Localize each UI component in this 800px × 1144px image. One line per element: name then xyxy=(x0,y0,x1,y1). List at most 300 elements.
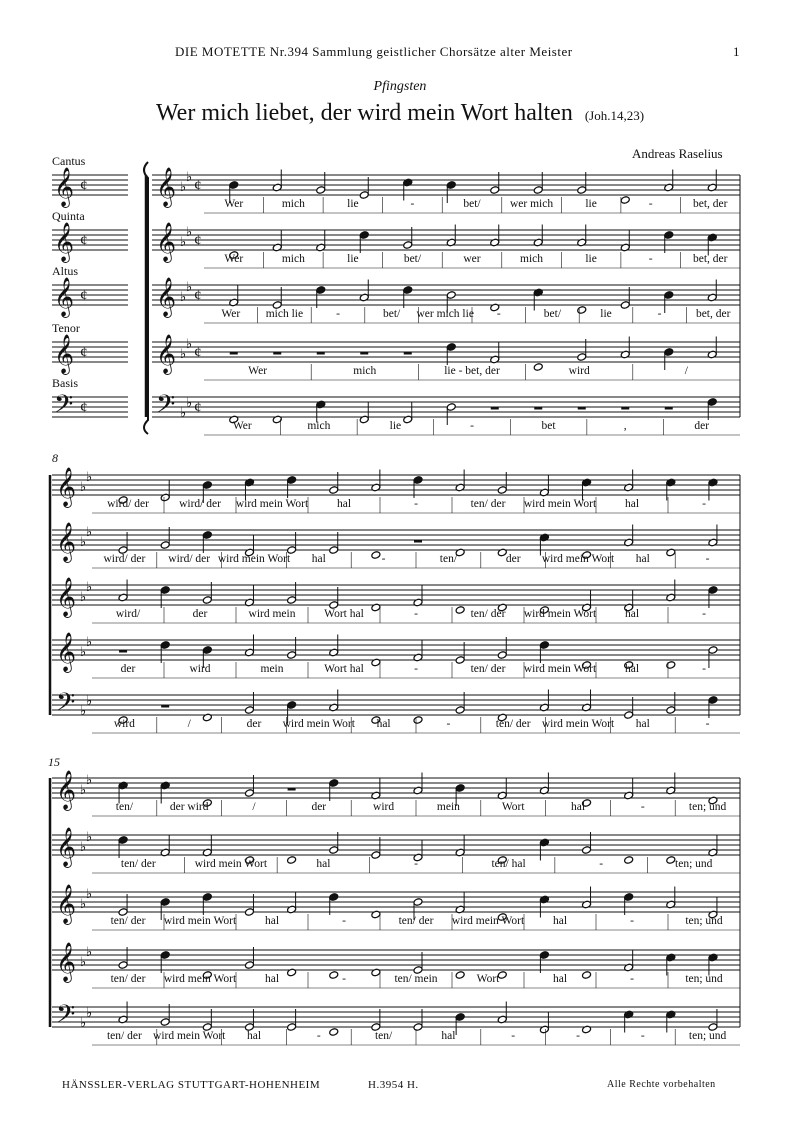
lyric-syllable: wird/ der xyxy=(103,553,146,565)
half-note xyxy=(413,1023,423,1032)
lyric-syllable: ten/ xyxy=(374,1030,393,1042)
lyric-syllable: wird/ der xyxy=(168,553,211,565)
lyric-syllable: - xyxy=(414,858,418,870)
lyric-syllable: der xyxy=(694,420,710,432)
half-note xyxy=(244,908,254,917)
lyric-syllable: bet, der xyxy=(692,253,728,265)
lyric-syllable: lie xyxy=(347,198,359,210)
time-signature: ¢ xyxy=(80,400,88,416)
lyric-syllable: hal xyxy=(336,498,352,510)
lyric-syllable: wird mein Wort xyxy=(523,608,597,620)
flat-sign: ♭ xyxy=(186,169,193,184)
flat-sign: ♭ xyxy=(80,1015,87,1030)
lyric-syllable: wird mein Wort xyxy=(235,498,309,510)
lyric-syllable: wird xyxy=(113,718,135,730)
lyric-syllable: ten/ der xyxy=(470,498,506,510)
quarter-note xyxy=(708,696,718,705)
lyric-syllable: ten; und xyxy=(675,858,713,870)
flat-sign: ♭ xyxy=(180,234,187,249)
lyric-syllable: wird mein Wort xyxy=(217,553,291,565)
measure-number: 8 xyxy=(52,451,58,465)
half-note xyxy=(329,846,339,855)
half-note xyxy=(446,403,456,412)
half-rest xyxy=(578,407,586,410)
quarter-note xyxy=(446,343,456,352)
quarter-note xyxy=(160,898,170,907)
half-note xyxy=(490,186,500,195)
lyric-syllable: wird mein Wort xyxy=(153,1030,226,1042)
lyric-syllable: mich xyxy=(520,253,544,265)
lyric-syllable: wird mein Wort xyxy=(523,498,597,510)
half-note xyxy=(160,541,170,550)
half-note xyxy=(497,486,507,495)
time-signature: ¢ xyxy=(80,233,88,249)
lyric-syllable: lie xyxy=(389,420,402,432)
half-note xyxy=(624,711,634,720)
lyric-syllable: wird mein Wort xyxy=(541,553,615,565)
lyric-syllable: hal xyxy=(264,973,280,985)
quarter-note xyxy=(539,641,549,650)
lyric-syllable: - xyxy=(657,308,662,320)
time-signature: ¢ xyxy=(194,400,202,416)
lyric-syllable: - xyxy=(470,420,474,432)
half-note xyxy=(455,656,465,665)
flat-sign: ♭ xyxy=(86,1005,93,1020)
whole-note xyxy=(455,606,465,615)
half-note xyxy=(287,651,297,660)
flat-sign: ♭ xyxy=(80,782,87,797)
whole-note xyxy=(533,363,543,372)
whole-note xyxy=(582,971,592,980)
quarter-note xyxy=(539,951,549,960)
whole-note xyxy=(329,1028,339,1037)
lyric-syllable: - xyxy=(576,1030,580,1042)
whole-note xyxy=(624,856,634,865)
treble-clef: 𝄞 xyxy=(156,279,177,316)
lyric-syllable: bet/ xyxy=(463,198,481,210)
lyric-syllable: lie - bet, der xyxy=(444,365,500,377)
lyric-syllable: - xyxy=(414,608,418,620)
lyric-syllable: ten; und xyxy=(688,1030,727,1042)
treble-clef: 𝄞 xyxy=(56,829,77,866)
lyric-syllable: Wort xyxy=(501,801,525,813)
lyric-syllable: hal xyxy=(624,608,640,620)
voice-name-basis: Basis xyxy=(52,376,79,390)
lyric-syllable: ten/ hal xyxy=(491,858,526,870)
treble-clef: 𝄞 xyxy=(56,886,77,923)
series-title: DIE MOTETTE Nr.394 Sammlung geistlicher Chorsätze alter Meister xyxy=(175,44,573,59)
quarter-note xyxy=(202,646,212,655)
flat-sign: ♭ xyxy=(80,839,87,854)
lyric-syllable: bet/ xyxy=(382,308,401,320)
scripture-ref: (Joh.14,23) xyxy=(584,108,645,123)
lyric-syllable: wer mich xyxy=(510,198,554,210)
lyric-syllable: ten/ der xyxy=(106,1030,142,1042)
lyric-syllable: wird mein Wort xyxy=(194,858,268,870)
half-rest xyxy=(404,352,412,355)
lyric-syllable: hal xyxy=(441,1030,456,1042)
flat-sign: ♭ xyxy=(180,405,187,420)
time-signature: ¢ xyxy=(194,233,202,249)
quarter-note xyxy=(664,291,674,300)
lyric-syllable: ten/ der xyxy=(110,915,146,927)
quarter-note xyxy=(413,476,423,485)
flat-sign: ♭ xyxy=(86,693,93,708)
bass-clef: 𝄢 xyxy=(156,391,176,424)
half-note xyxy=(287,596,297,605)
whole-note xyxy=(577,306,587,315)
lyric-syllable: mein xyxy=(260,663,284,675)
flat-sign: ♭ xyxy=(86,829,93,844)
quarter-note xyxy=(202,531,212,540)
lyric-syllable: - xyxy=(336,308,340,320)
voice-name-cantus: Cantus xyxy=(52,154,86,168)
lyric-syllable: wird mein Wort xyxy=(451,915,525,927)
lyric-syllable: Wort hal xyxy=(324,608,364,620)
whole-note xyxy=(455,971,465,980)
lyric-syllable: hal xyxy=(376,718,391,730)
catalog-number: H.3954 H. xyxy=(368,1079,419,1091)
whole-note xyxy=(329,971,339,980)
treble-clef: 𝄞 xyxy=(156,336,177,373)
treble-clef: 𝄞 xyxy=(56,579,77,616)
lyric-syllable: hal xyxy=(624,663,640,675)
half-rest xyxy=(665,407,673,410)
lyric-syllable: Wer xyxy=(248,365,268,377)
lyric-syllable: ten/ der xyxy=(398,915,434,927)
lyric-syllable: wird/ der xyxy=(107,498,149,510)
lyric-syllable: mich lie xyxy=(265,308,304,320)
lyric-syllable: der xyxy=(505,553,521,565)
lyric-syllable: ten/ der xyxy=(470,663,506,675)
lyric-syllable: Wort xyxy=(476,973,500,985)
quarter-note xyxy=(624,893,634,902)
flat-sign: ♭ xyxy=(180,346,187,361)
lyric-syllable: ten/ xyxy=(115,801,134,813)
whole-note xyxy=(620,196,630,205)
flat-sign: ♭ xyxy=(86,524,93,539)
quarter-note xyxy=(229,181,239,190)
flat-sign: ♭ xyxy=(180,179,187,194)
lyric-syllable: mich xyxy=(281,198,305,210)
lyric-syllable: hal xyxy=(552,915,568,927)
half-note xyxy=(708,646,718,655)
lyric-syllable: ten; und xyxy=(685,973,723,985)
lyric-syllable: hal xyxy=(246,1030,262,1042)
flat-sign: ♭ xyxy=(186,279,193,294)
lyric-syllable: ten/ der xyxy=(120,858,156,870)
half-note xyxy=(446,291,456,300)
flat-sign: ♭ xyxy=(80,896,87,911)
half-rest xyxy=(534,407,542,410)
half-note xyxy=(202,596,212,605)
lyric-syllable: wird mein Wort xyxy=(523,663,597,675)
lyric-syllable: mich xyxy=(307,420,331,432)
lyric-syllable: Wer xyxy=(232,420,252,432)
half-note xyxy=(118,961,128,970)
flat-sign: ♭ xyxy=(80,703,87,718)
half-rest xyxy=(491,407,499,410)
lyric-syllable: ten/ der xyxy=(470,608,506,620)
half-note xyxy=(359,191,369,200)
lyric-syllable: lie xyxy=(585,253,597,265)
half-note xyxy=(316,186,326,195)
whole-note xyxy=(371,551,381,560)
lyric-syllable: - xyxy=(648,198,653,210)
quarter-note xyxy=(202,893,212,902)
lyric-syllable: - xyxy=(511,1030,516,1042)
whole-note xyxy=(666,661,676,670)
half-note xyxy=(666,706,676,715)
lyric-syllable: wird mein Wort xyxy=(541,718,615,730)
flat-sign: ♭ xyxy=(86,944,93,959)
quarter-note xyxy=(202,481,212,490)
quarter-note xyxy=(287,701,297,710)
lyric-syllable: lie xyxy=(600,308,612,320)
lyric-syllable: / xyxy=(187,718,191,730)
flat-sign: ♭ xyxy=(86,579,93,594)
lyric-syllable: der xyxy=(192,608,208,620)
lyric-syllable: hal xyxy=(552,973,568,985)
lyric-syllable: - xyxy=(630,915,634,927)
lyric-syllable: hal xyxy=(635,553,650,565)
lyric-syllable: , xyxy=(623,420,627,432)
half-note xyxy=(413,898,423,907)
lyric-syllable: Wort hal xyxy=(324,663,364,675)
lyric-syllable: wird mein Wort xyxy=(163,915,237,927)
lyric-syllable: wer xyxy=(463,253,481,265)
lyric-syllable: - xyxy=(702,663,706,675)
treble-clef: 𝄞 xyxy=(156,169,177,206)
quarter-note xyxy=(160,951,170,960)
half-rest xyxy=(273,352,281,355)
half-note xyxy=(329,486,339,495)
quarter-note xyxy=(708,586,718,595)
half-rest xyxy=(119,650,127,653)
lyric-syllable: wird xyxy=(189,663,211,675)
lyric-syllable: wird mein Wort xyxy=(282,718,355,730)
lyric-syllable: wer mich lie xyxy=(416,308,474,320)
flat-sign: ♭ xyxy=(186,336,193,351)
quarter-note xyxy=(455,784,465,793)
half-rest xyxy=(621,407,629,410)
lyric-syllable: - xyxy=(599,858,604,870)
whole-note xyxy=(413,716,423,725)
half-rest xyxy=(161,705,169,708)
time-signature: ¢ xyxy=(80,345,88,361)
voice-name-tenor: Tenor xyxy=(52,321,80,335)
lyric-syllable: wird/ xyxy=(115,608,141,620)
lyric-syllable: - xyxy=(414,498,418,510)
quarter-note xyxy=(359,231,369,240)
piece-title: Wer mich liebet, der wird mein Wort halten xyxy=(155,100,573,126)
voice-name-altus: Altus xyxy=(52,264,79,278)
bass-clef: 𝄢 xyxy=(54,391,74,424)
lyric-syllable: wird/ der xyxy=(179,498,221,510)
lyric-syllable: bet xyxy=(541,420,556,432)
lyric-syllable: - xyxy=(705,553,710,565)
quarter-note xyxy=(160,641,170,650)
lyric-syllable: mich xyxy=(281,253,305,265)
lyric-syllable: mein xyxy=(436,801,460,813)
time-signature: ¢ xyxy=(194,288,202,304)
time-signature: ¢ xyxy=(80,178,88,194)
quarter-note xyxy=(329,779,339,788)
lyric-syllable: - xyxy=(496,308,501,320)
lyric-syllable: / xyxy=(252,801,256,813)
flat-sign: ♭ xyxy=(80,589,87,604)
lyric-syllable: wird xyxy=(373,801,395,813)
quarter-note xyxy=(160,586,170,595)
half-rest xyxy=(317,352,325,355)
lyric-syllable: ten/ der xyxy=(110,973,146,985)
flat-sign: ♭ xyxy=(86,469,93,484)
lyric-syllable: wird mein xyxy=(248,608,296,620)
quarter-note xyxy=(118,836,128,845)
quarter-note xyxy=(287,476,297,485)
half-note xyxy=(371,851,381,860)
flat-sign: ♭ xyxy=(186,395,193,410)
lyric-syllable: mich xyxy=(353,365,377,377)
lyric-syllable: - xyxy=(342,915,346,927)
half-note xyxy=(577,186,587,195)
treble-clef: 𝄞 xyxy=(56,772,77,809)
lyric-syllable: - xyxy=(446,718,451,730)
bass-clef: 𝄢 xyxy=(56,689,76,722)
flat-sign: ♭ xyxy=(86,634,93,649)
half-rest xyxy=(288,788,296,791)
flat-sign: ♭ xyxy=(80,644,87,659)
half-note xyxy=(287,1023,297,1032)
lyric-syllable: wird mein Wort xyxy=(163,973,237,985)
lyric-syllable: hal xyxy=(316,858,331,870)
flat-sign: ♭ xyxy=(86,772,93,787)
half-note xyxy=(244,706,254,715)
lyric-syllable: Wer xyxy=(224,198,244,210)
quarter-note xyxy=(707,398,717,407)
lyric-syllable: hal xyxy=(635,718,650,730)
lyric-syllable: Wer xyxy=(224,253,244,265)
time-signature: ¢ xyxy=(194,345,202,361)
publisher: HÄNSSLER-VERLAG STUTTGART-HOHENHEIM xyxy=(62,1079,321,1091)
flat-sign: ♭ xyxy=(80,534,87,549)
lyric-syllable: - xyxy=(702,608,706,620)
quarter-note xyxy=(664,231,674,240)
treble-clef: 𝄞 xyxy=(54,224,75,261)
half-note xyxy=(455,706,465,715)
lyric-syllable: bet/ xyxy=(403,253,422,265)
lyric-syllable: ten; und xyxy=(688,801,727,813)
treble-clef: 𝄞 xyxy=(54,169,75,206)
lyric-syllable: ten/ der xyxy=(495,718,531,730)
lyric-syllable: - xyxy=(316,1030,321,1042)
half-note xyxy=(160,1018,170,1027)
lyric-syllable: bet/ xyxy=(543,308,562,320)
lyric-syllable: lie xyxy=(347,253,359,265)
page-number: 1 xyxy=(733,44,740,59)
quarter-note xyxy=(455,1013,465,1022)
half-note xyxy=(620,301,630,310)
half-note xyxy=(582,846,592,855)
bass-clef: 𝄢 xyxy=(56,1001,76,1034)
lyric-syllable: - xyxy=(414,663,418,675)
measure-number: 15 xyxy=(48,755,60,769)
half-note xyxy=(533,186,543,195)
lyric-syllable: - xyxy=(410,198,415,210)
lyric-syllable: hal xyxy=(624,498,640,510)
voice-name-quinta: Quinta xyxy=(52,209,85,223)
treble-clef: 𝄞 xyxy=(54,279,75,316)
lyric-syllable: - xyxy=(381,553,386,565)
lyric-syllable: - xyxy=(640,801,645,813)
time-signature: ¢ xyxy=(194,178,202,194)
lyric-syllable: ten/ xyxy=(439,553,458,565)
flat-sign: ♭ xyxy=(180,289,187,304)
occasion-label: Pfingsten xyxy=(373,79,427,94)
lyric-syllable: hal xyxy=(570,801,586,813)
flat-sign: ♭ xyxy=(186,224,193,239)
lyric-syllable: hal xyxy=(311,553,326,565)
flat-sign: ♭ xyxy=(86,886,93,901)
time-signature: ¢ xyxy=(80,288,88,304)
lyric-syllable: - xyxy=(648,253,653,265)
lyric-syllable: wird xyxy=(568,365,590,377)
lyric-syllable: der xyxy=(120,663,136,675)
quarter-note xyxy=(664,348,674,357)
lyric-syllable: der xyxy=(311,801,327,813)
treble-clef: 𝄞 xyxy=(156,224,177,261)
treble-clef: 𝄞 xyxy=(56,634,77,671)
treble-clef: 𝄞 xyxy=(54,336,75,373)
lyric-syllable: - xyxy=(342,973,346,985)
quarter-note xyxy=(316,286,326,295)
half-note xyxy=(329,546,339,555)
half-rest xyxy=(230,352,238,355)
lyric-syllable: - xyxy=(630,973,634,985)
lyric-syllable: - xyxy=(705,718,710,730)
treble-clef: 𝄞 xyxy=(56,469,77,506)
half-note xyxy=(244,789,254,798)
lyric-syllable: der xyxy=(246,718,262,730)
lyric-syllable: - xyxy=(640,1030,645,1042)
quarter-note xyxy=(446,181,456,190)
composer-name: Andreas Raselius xyxy=(632,146,723,161)
rights-notice: Alle Rechte vorbehalten xyxy=(607,1079,716,1090)
lyric-syllable: lie xyxy=(585,198,597,210)
half-rest xyxy=(414,540,422,543)
treble-clef: 𝄞 xyxy=(56,524,77,561)
flat-sign: ♭ xyxy=(80,479,87,494)
lyric-syllable: bet, der xyxy=(692,198,728,210)
treble-clef: 𝄞 xyxy=(56,944,77,981)
lyric-syllable: hal xyxy=(264,915,280,927)
whole-note xyxy=(287,856,297,865)
lyric-syllable: - xyxy=(702,498,706,510)
lyric-syllable: ten/ mein xyxy=(394,973,438,985)
half-note xyxy=(497,651,507,660)
lyric-syllable: Wer xyxy=(221,308,241,320)
lyric-syllable: / xyxy=(684,365,689,377)
quarter-note xyxy=(329,893,339,902)
flat-sign: ♭ xyxy=(80,954,87,969)
half-note xyxy=(403,241,413,250)
half-rest xyxy=(360,352,368,355)
quarter-note xyxy=(403,286,413,295)
lyric-syllable: bet, der xyxy=(695,308,731,320)
half-note xyxy=(577,353,587,362)
lyric-syllable: ten; und xyxy=(685,915,723,927)
lyric-syllable: der wird xyxy=(169,801,209,813)
